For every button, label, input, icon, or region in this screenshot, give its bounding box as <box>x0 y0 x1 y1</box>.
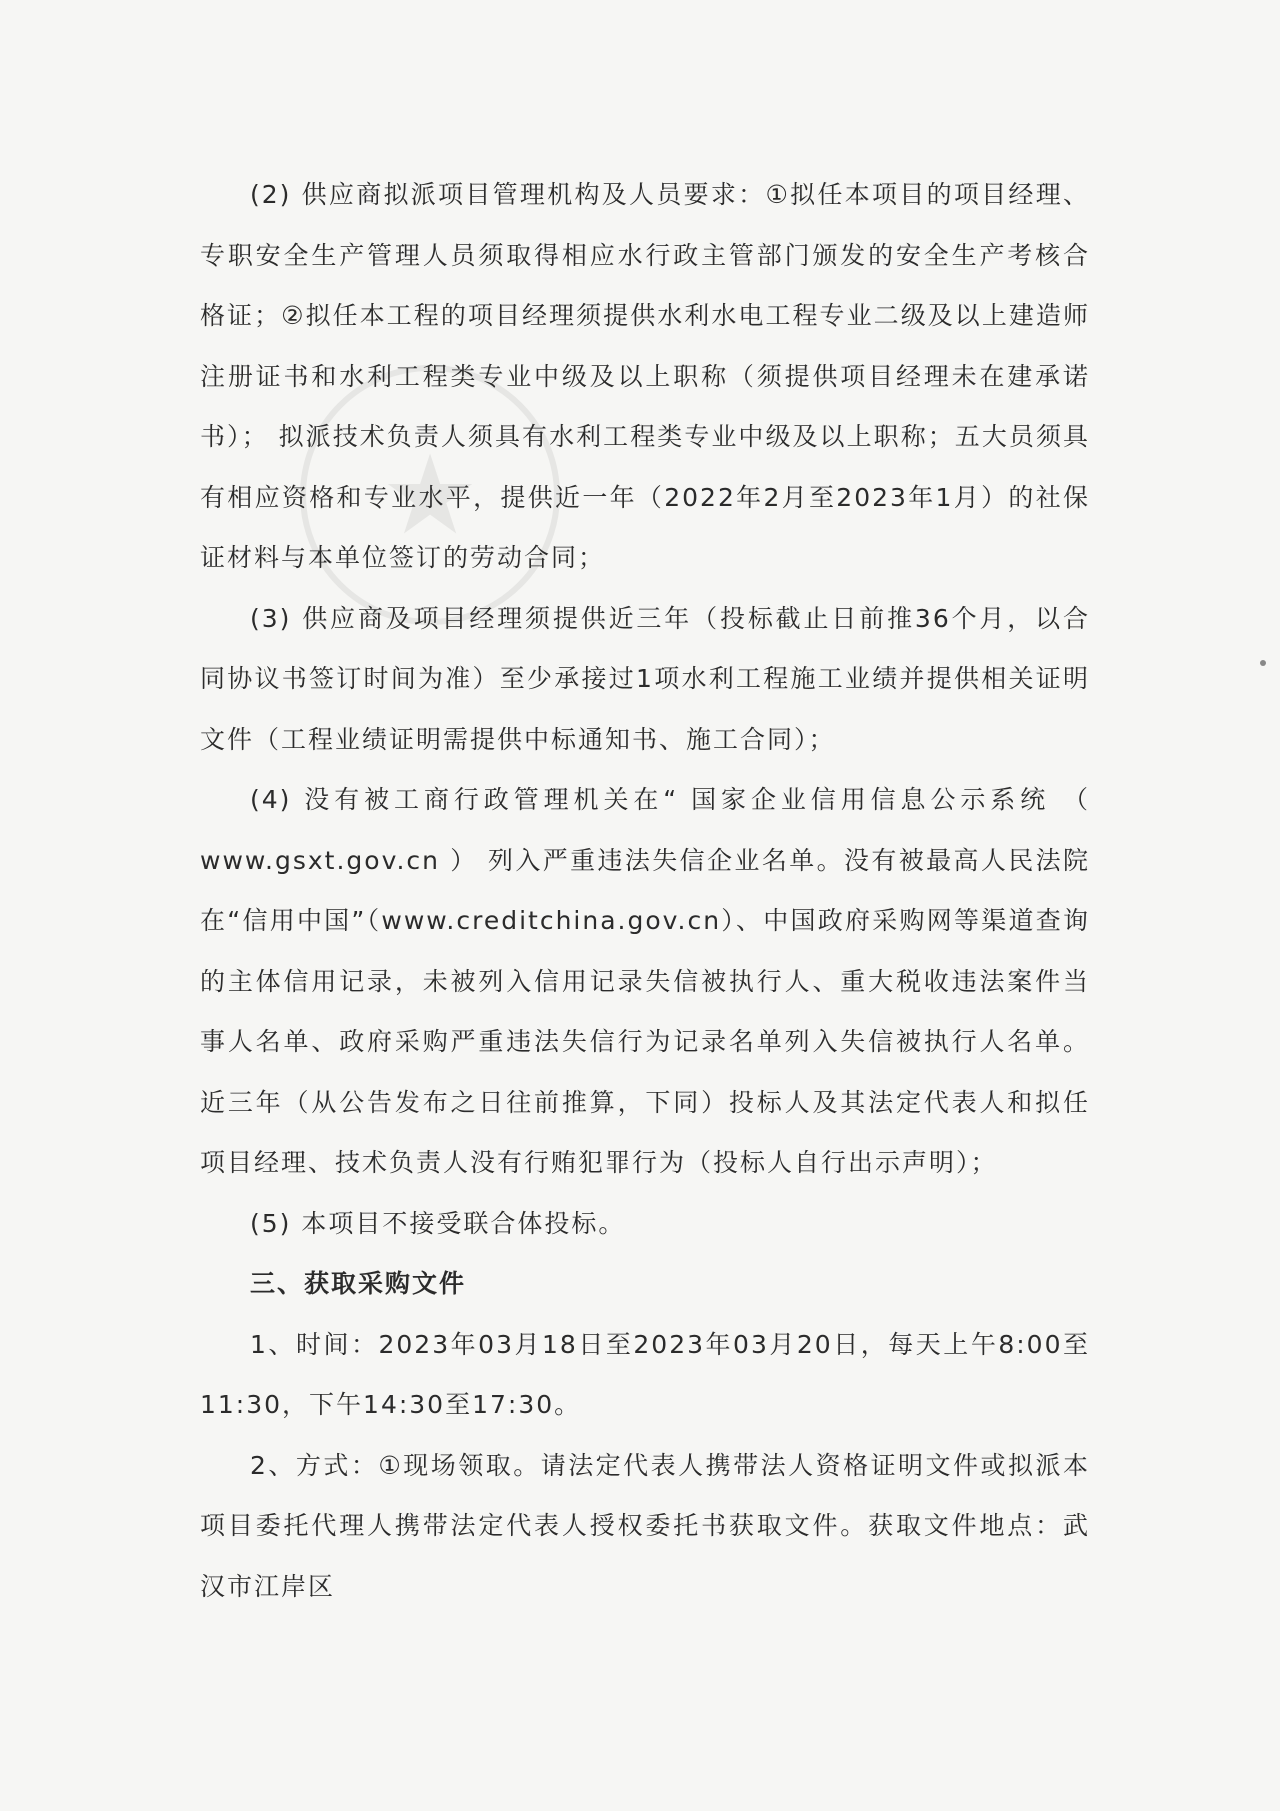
section-heading: 三、获取采购文件 <box>250 1269 467 1298</box>
document-body <box>200 165 1090 1617</box>
seal-star-icon: ★ <box>380 431 480 559</box>
paragraph-item-4: (4) 没有被工商行政管理机关在“ 国家企业信用信息公示系统 （ www.gsxt.gov.cn ） 列入严重违法失信企业名单。没有被最高人民法院在“信用中国”（www.creditchina.gov.cn）、中国政府采购网等渠道查询的主体信用记录，未被列入信用记录失信被执行人、重大税收违法案件当事人名单、政府采购严重违法失信行为记录名单列入失信被执行人名单。近三年（从公告发布之日往前推算，下同）投标人及其法定代表人和拟任项目经理、技术负责人没有行贿犯罪行为（投标人自行出示声明）； <box>200 785 1090 1177</box>
paragraph-item-3: (3) 供应商及项目经理须提供近三年（投标截止日前推36个月，以合同协议书签订时间为准）至少承接过1项水利工程施工业绩并提供相关证明文件（工程业绩证明需提供中标通知书、施工合同）； <box>200 603 1090 754</box>
scan-speck <box>1260 660 1266 666</box>
paragraph-item-5: (5) 本项目不接受联合体投标。 <box>250 1208 626 1238</box>
procurement-time: 1、时间：2023年03月18日至2023年03月20日，每天上午8:00至11:30，下午14:30至17:30。 <box>200 1329 1090 1419</box>
paragraph-item-2: (2) 供应商拟派项目管理机构及人员要求：①拟任本项目的项目经理、专职安全生产管理人员须取得相应水行政主管部门颁发的安全生产考核合格证；②拟任本工程的项目经理须提供水利水电工程专业二级及以上建造师注册证书和水利工程类专业中级及以上职称（须提供项目经理未在建承诺书）； 拟派技术负责人须具有水利工程类专业中级及以上职称；五大员须具有相应资格和专业水平，提供近一年（2022年2月至2023年1月）的社保证材料与本单位签订的劳动合同； <box>200 180 1090 572</box>
procurement-method: 2、方式：①现场领取。请法定代表人携带法人资格证明文件或拟派本项目委托代理人携带法定代表人授权委托书获取文件。获取文件地点：武汉市江岸区 <box>200 1450 1090 1601</box>
